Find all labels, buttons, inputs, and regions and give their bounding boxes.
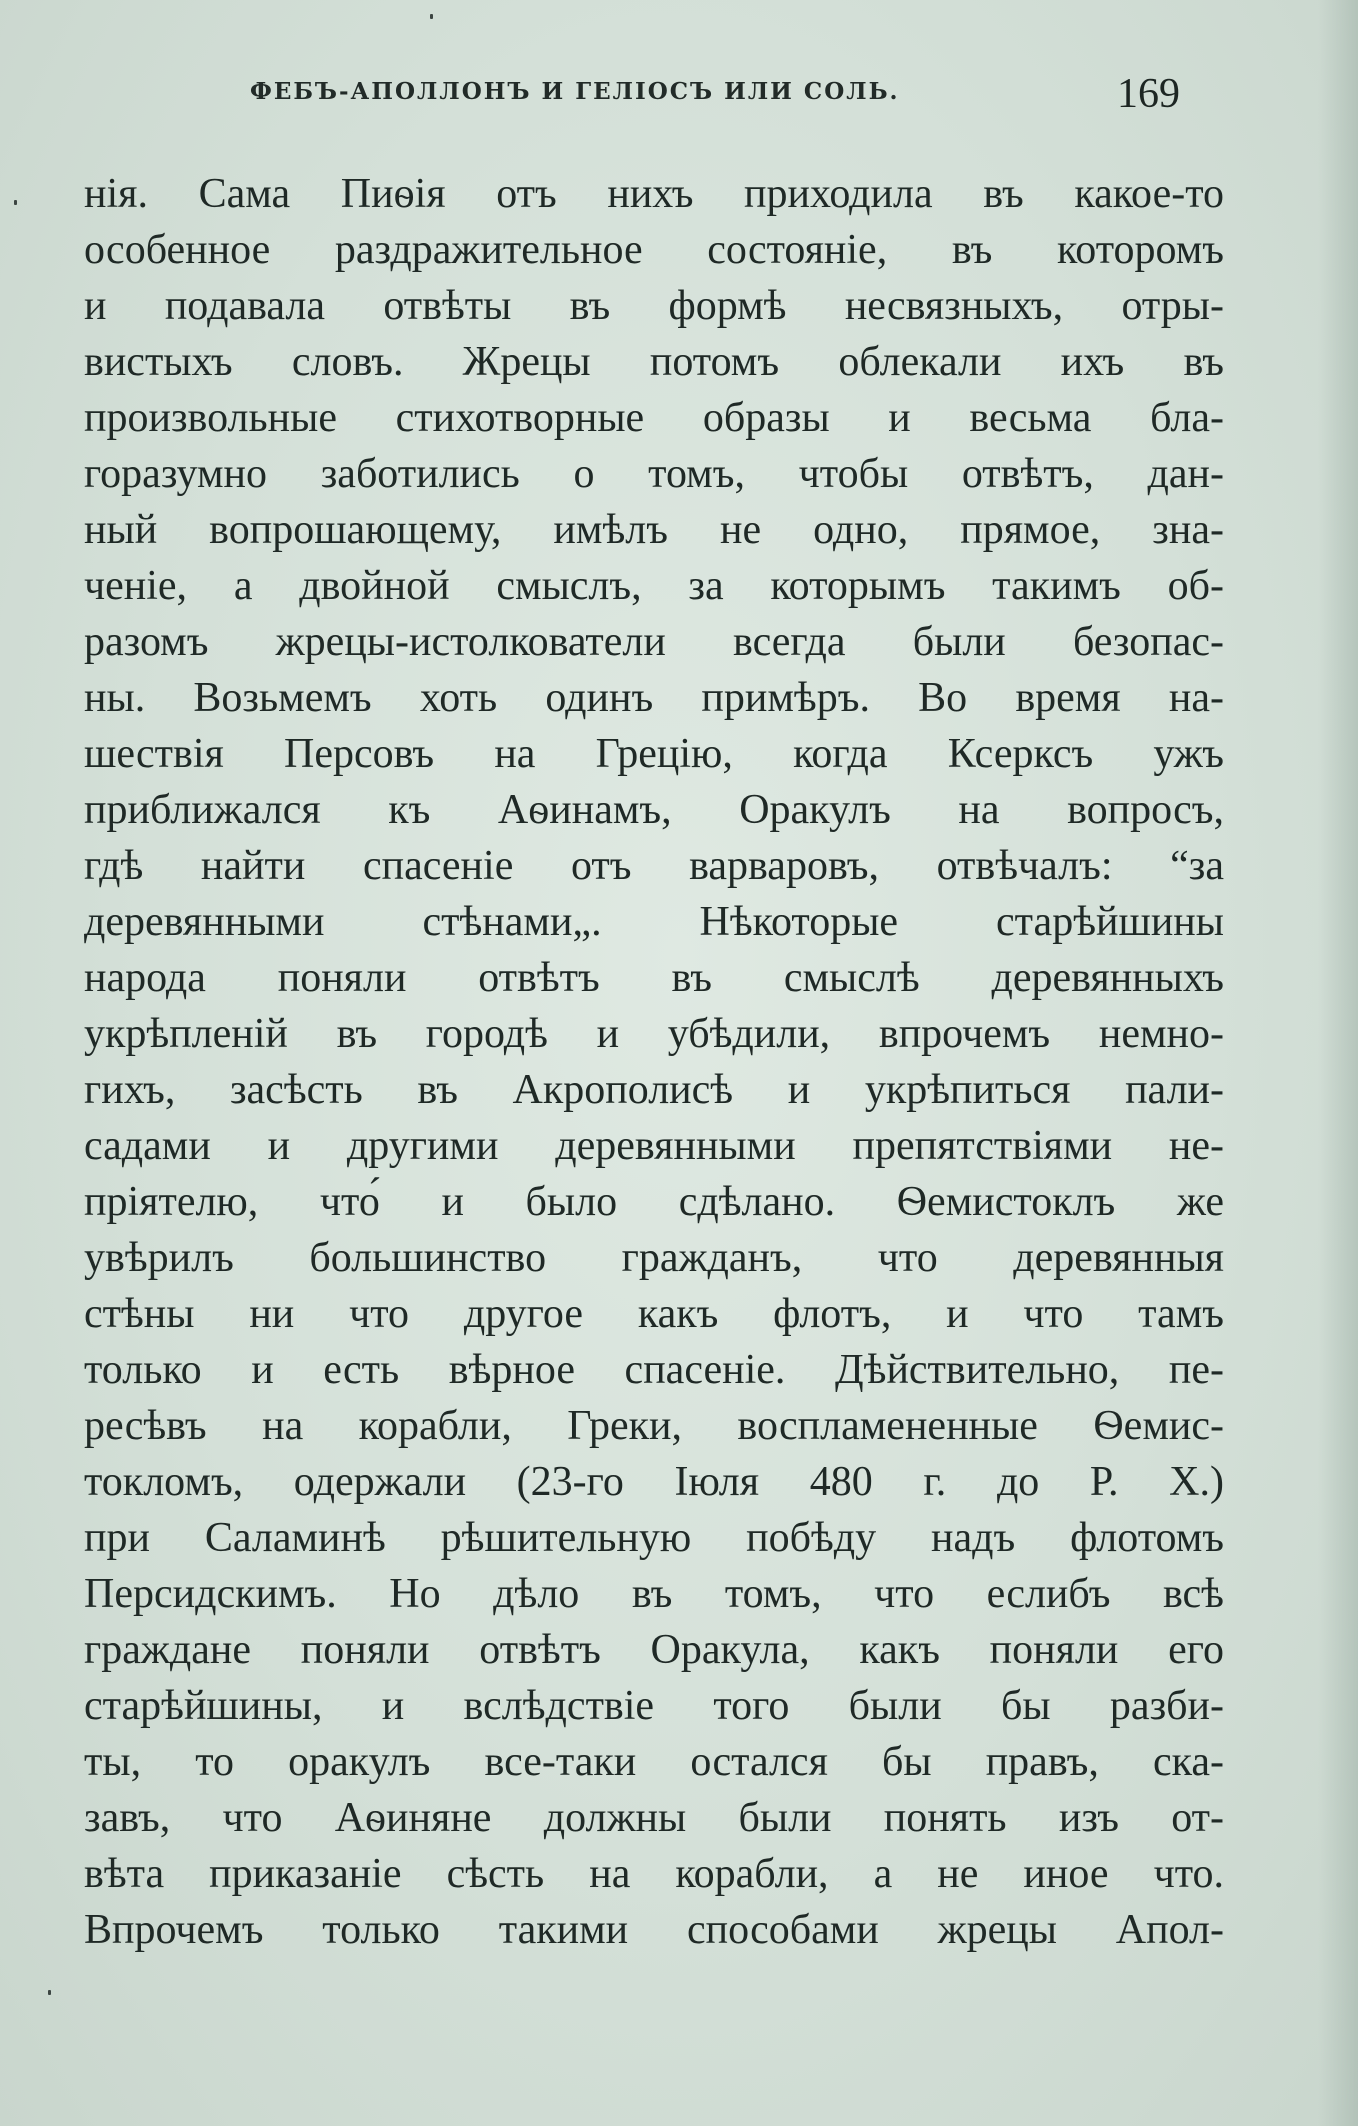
text-line: гихъ, засѣсть въ Акрополисѣ и укрѣпиться пали-	[84, 1067, 1224, 1113]
ink-speck	[14, 200, 17, 205]
text-line: шествія Персовъ на Грецію, когда Ксерксъ ужъ	[84, 731, 1224, 777]
text-line: увѣрилъ большинство гражданъ, что деревянныя	[84, 1235, 1224, 1281]
text-line: ресѣвъ на корабли, Греки, воспламененные Ѳемис-	[84, 1403, 1224, 1449]
text-line: приближался къ Аѳинамъ, Оракулъ на вопросъ,	[84, 787, 1224, 833]
text-line: разомъ жрецы-истолкователи всегда были безопас-	[84, 619, 1224, 665]
text-line: только и есть вѣрное спасеніе. Дѣйствительно, пе-	[84, 1347, 1224, 1393]
text-line: вѣта приказаніе сѣсть на корабли, а не иное что.	[84, 1851, 1224, 1897]
text-line: токломъ, одержали (23-го Іюля 480 г. до Р. Х.)	[84, 1459, 1224, 1505]
text-line: ный вопрошающему, имѣлъ не одно, прямое, зна-	[84, 507, 1224, 553]
ink-speck	[430, 14, 433, 19]
body-text	[84, 166, 1224, 1958]
running-title: ФЕБЪ-АПОЛЛОНЪ И ГЕЛІОСЪ ИЛИ СОЛЬ.	[250, 78, 900, 105]
text-line: граждане поняли отвѣтъ Оракула, какъ поняли его	[84, 1627, 1224, 1673]
ink-speck	[48, 1990, 51, 1995]
text-line: и подавала отвѣты въ формѣ несвязныхъ, отры-	[84, 283, 1224, 329]
text-line: при Саламинѣ рѣшительную побѣду надъ флотомъ	[84, 1515, 1224, 1561]
text-line: пріятелю, что́ и было сдѣлано. Ѳемистоклъ же	[84, 1179, 1224, 1225]
text-line: старѣйшины, и вслѣдствіе того были бы разби-	[84, 1683, 1224, 1729]
text-line: горазумно заботились о томъ, чтобы отвѣтъ, дан-	[84, 451, 1224, 497]
text-line: ченіе, а двойной смыслъ, за которымъ такимъ об-	[84, 563, 1224, 609]
text-line: укрѣпленій въ городѣ и убѣдили, впрочемъ немно-	[84, 1011, 1224, 1057]
text-line: деревянными стѣнами„. Нѣкоторые старѣйшины	[84, 899, 1224, 945]
text-line: ты, то оракулъ все-таки остался бы правъ, ска-	[84, 1739, 1224, 1785]
page-number: 169	[1117, 71, 1180, 117]
text-line: стѣны ни что другое какъ флотъ, и что тамъ	[84, 1291, 1224, 1337]
text-line: особенное раздражительное состояніе, въ которомъ	[84, 227, 1224, 273]
text-line: Впрочемъ только такими способами жрецы Апол-	[84, 1907, 1224, 1953]
text-line: завъ, что Аѳиняне должны были понять изъ от-	[84, 1795, 1224, 1841]
text-line: народа поняли отвѣтъ въ смыслѣ деревянныхъ	[84, 955, 1224, 1001]
text-line: Персидскимъ. Но дѣло въ томъ, что еслибъ всѣ	[84, 1571, 1224, 1617]
text-line: гдѣ найти спасеніе отъ варваровъ, отвѣчалъ: “за	[84, 843, 1224, 889]
text-line: произвольные стихотворные образы и весьма бла-	[84, 395, 1224, 441]
text-line: ны. Возьмемъ хоть одинъ примѣръ. Во время на-	[84, 675, 1224, 721]
text-line: садами и другими деревянными препятствіями не-	[84, 1123, 1224, 1169]
text-line: нія. Сама Пиѳія отъ нихъ приходила въ какое-то	[84, 171, 1224, 217]
running-head	[250, 70, 1180, 120]
text-line: вистыхъ словъ. Жрецы потомъ облекали ихъ въ	[84, 339, 1224, 385]
